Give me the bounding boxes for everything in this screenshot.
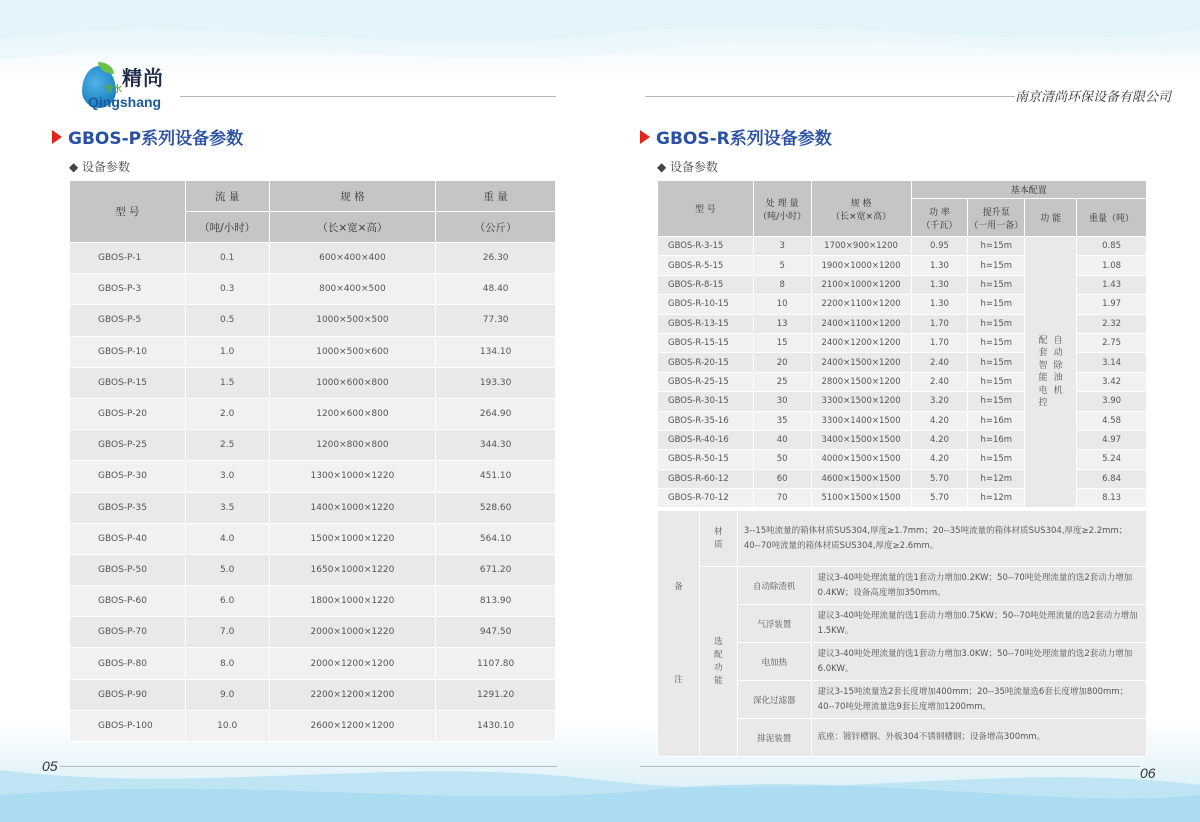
col-header-model: 型 号 bbox=[658, 181, 754, 237]
weight-cell: 1.08 bbox=[1077, 256, 1147, 275]
pump-cell: h=15m bbox=[968, 275, 1025, 294]
function-char: 动 bbox=[1053, 348, 1063, 359]
model-cell: GBOS-P-90 bbox=[70, 679, 186, 710]
table-row bbox=[70, 523, 556, 554]
model-cell: GBOS-R-20-15 bbox=[658, 353, 754, 372]
remarks-table bbox=[657, 510, 1147, 757]
capacity-cell: 5 bbox=[753, 256, 811, 275]
spec-cell: 5100×1500×1500 bbox=[811, 489, 911, 508]
optional-label-text-char: 功 bbox=[714, 662, 723, 673]
col-header-weight-unit: （公斤） bbox=[436, 212, 556, 243]
weight-cell: 1107.80 bbox=[436, 648, 556, 679]
capacity-unit: （吨/小时） bbox=[758, 211, 807, 222]
spec-cell: 800×400×500 bbox=[269, 274, 436, 305]
red-triangle-icon bbox=[640, 130, 650, 144]
pump-label: 提升泵 bbox=[982, 207, 1010, 218]
col-header-basic-config: 基本配置 bbox=[911, 181, 1147, 199]
pump-cell: h=16m bbox=[968, 430, 1025, 449]
spec-cell: 1650×1000×1220 bbox=[269, 554, 436, 585]
remarks-label-char: 备 bbox=[674, 581, 683, 592]
weight-cell: 813.90 bbox=[436, 586, 556, 617]
model-cell: GBOS-P-1 bbox=[70, 243, 186, 274]
spec-cell: 1500×1000×1220 bbox=[269, 523, 436, 554]
spec-cell: 2400×1500×1200 bbox=[811, 353, 911, 372]
col-header-flow-unit: （吨/小时） bbox=[185, 212, 269, 243]
weight-cell: 5.24 bbox=[1077, 450, 1147, 469]
capacity-cell: 50 bbox=[753, 450, 811, 469]
spec-cell: 600×400×400 bbox=[269, 243, 436, 274]
footer-divider-right bbox=[640, 766, 1140, 767]
function-char: 油 bbox=[1053, 373, 1063, 384]
capacity-cell: 40 bbox=[753, 430, 811, 449]
pump-cell: h=15m bbox=[968, 314, 1025, 333]
option-text: 底座：镀锌槽钢、外板304不锈钢槽钢；设备增高300mm。 bbox=[811, 719, 1146, 757]
weight-cell: 528.60 bbox=[436, 492, 556, 523]
table-row bbox=[70, 461, 556, 492]
option-name: 电加热 bbox=[737, 643, 811, 681]
function-char: 配 bbox=[1038, 335, 1048, 346]
col-header-weight: 重量（吨） bbox=[1077, 199, 1147, 237]
model-cell: GBOS-P-25 bbox=[70, 430, 186, 461]
weight-cell: 264.90 bbox=[436, 398, 556, 429]
flow-cell: 1.0 bbox=[185, 336, 269, 367]
table-row bbox=[70, 336, 556, 367]
spec-unit: （长×宽×高） bbox=[831, 211, 892, 222]
left-section-title bbox=[52, 124, 243, 149]
model-cell: GBOS-R-50-15 bbox=[658, 450, 754, 469]
flow-cell: 5.0 bbox=[185, 554, 269, 585]
material-label bbox=[699, 511, 737, 567]
capacity-cell: 13 bbox=[753, 314, 811, 333]
table-row bbox=[70, 305, 556, 336]
pump-cell: h=15m bbox=[968, 353, 1025, 372]
option-text: 建议3-40吨处理流量的选1套动力增加3.0KW；50--70吨处理流量的选2套动力增加6.0KW。 bbox=[811, 643, 1146, 681]
spec-cell: 2100×1000×1200 bbox=[811, 275, 911, 294]
table-row bbox=[70, 648, 556, 679]
model-cell: GBOS-P-20 bbox=[70, 398, 186, 429]
table-row bbox=[70, 367, 556, 398]
table-row bbox=[70, 274, 556, 305]
weight-cell: 1.43 bbox=[1077, 275, 1147, 294]
function-char: 自 bbox=[1053, 335, 1063, 346]
model-cell: GBOS-P-5 bbox=[70, 305, 186, 336]
pump-cell: h=15m bbox=[968, 392, 1025, 411]
option-text: 建议3-40吨处理流量的选1套动力增加0.2KW；50--70吨处理流量的选2套动力增加0.4KW；设备高度增加350mm。 bbox=[811, 567, 1146, 605]
power-cell: 4.20 bbox=[911, 430, 968, 449]
weight-cell: 3.14 bbox=[1077, 353, 1147, 372]
weight-cell: 2.32 bbox=[1077, 314, 1147, 333]
capacity-cell: 70 bbox=[753, 489, 811, 508]
option-name: 气浮装置 bbox=[737, 605, 811, 643]
right-subtitle: ◆ 设备参数 bbox=[657, 160, 719, 174]
red-triangle-icon bbox=[52, 130, 62, 144]
spec-cell: 3400×1500×1500 bbox=[811, 430, 911, 449]
model-cell: GBOS-P-10 bbox=[70, 336, 186, 367]
power-cell: 5.70 bbox=[911, 469, 968, 488]
spec-cell: 1700×900×1200 bbox=[811, 237, 911, 256]
spec-cell: 1900×1000×1200 bbox=[811, 256, 911, 275]
model-cell: GBOS-P-35 bbox=[70, 492, 186, 523]
table-row bbox=[70, 398, 556, 429]
flow-cell: 3.0 bbox=[185, 461, 269, 492]
spec-cell: 2000×1000×1220 bbox=[269, 617, 436, 648]
spec-label: 规 格 bbox=[850, 198, 872, 209]
capacity-cell: 8 bbox=[753, 275, 811, 294]
logo-chinese-text: 精尚 bbox=[122, 66, 164, 90]
col-header-spec-unit: （长×宽×高） bbox=[269, 212, 436, 243]
function-char: 电 bbox=[1038, 385, 1048, 396]
power-cell: 1.70 bbox=[911, 333, 968, 352]
weight-cell: 1.97 bbox=[1077, 295, 1147, 314]
col-header-weight: 重 量 bbox=[436, 181, 556, 212]
spec-cell: 4000×1500×1500 bbox=[811, 450, 911, 469]
model-cell: GBOS-R-35-16 bbox=[658, 411, 754, 430]
remarks-label-char: 注 bbox=[674, 674, 683, 685]
pump-cell: h=12m bbox=[968, 469, 1025, 488]
flow-cell: 1.5 bbox=[185, 367, 269, 398]
page-number-right: 06 bbox=[1140, 765, 1156, 781]
capacity-cell: 3 bbox=[753, 237, 811, 256]
function-char: 智 bbox=[1038, 360, 1048, 371]
col-header-capacity bbox=[753, 181, 811, 237]
power-cell: 1.70 bbox=[911, 314, 968, 333]
flow-cell: 0.5 bbox=[185, 305, 269, 336]
col-header-function: 功 能 bbox=[1025, 199, 1077, 237]
col-header-flow: 流 量 bbox=[185, 181, 269, 212]
flow-cell: 2.0 bbox=[185, 398, 269, 429]
spec-cell: 2600×1200×1200 bbox=[269, 710, 436, 741]
function-text-column bbox=[1054, 335, 1063, 410]
weight-cell: 671.20 bbox=[436, 554, 556, 585]
power-cell: 3.20 bbox=[911, 392, 968, 411]
weight-cell: 3.90 bbox=[1077, 392, 1147, 411]
model-cell: GBOS-R-70-12 bbox=[658, 489, 754, 508]
weight-cell: 26.30 bbox=[436, 243, 556, 274]
header-divider-left bbox=[180, 96, 556, 97]
table-row bbox=[70, 243, 556, 274]
optional-label bbox=[699, 567, 737, 757]
model-cell: GBOS-P-40 bbox=[70, 523, 186, 554]
power-cell: 2.40 bbox=[911, 353, 968, 372]
capacity-label: 处 理 量 bbox=[765, 198, 799, 209]
table-row bbox=[70, 679, 556, 710]
table-row bbox=[70, 710, 556, 741]
material-text: 3--15吨流量的箱体材质SUS304,厚度≥1.7mm；20--35吨流量的箱体材质SUS304,厚度≥2.2mm；40--70吨流量的箱体材质SUS304,厚度≥2.6mm。 bbox=[737, 511, 1146, 567]
function-char: 机 bbox=[1053, 385, 1063, 396]
remark-row-material bbox=[658, 511, 1147, 567]
company-name: 南京清尚环保设备有限公司 bbox=[1015, 90, 1172, 105]
material-label-text-char: 质 bbox=[714, 539, 723, 550]
table-row bbox=[70, 586, 556, 617]
model-cell: GBOS-R-13-15 bbox=[658, 314, 754, 333]
table-row bbox=[70, 617, 556, 648]
spec-cell: 1000×600×800 bbox=[269, 367, 436, 398]
function-char: 控 bbox=[1038, 398, 1048, 409]
power-cell: 4.20 bbox=[911, 450, 968, 469]
table-row bbox=[70, 554, 556, 585]
flow-cell: 10.0 bbox=[185, 710, 269, 741]
optional-label-text-char: 能 bbox=[714, 675, 723, 686]
weight-cell: 48.40 bbox=[436, 274, 556, 305]
pump-cell: h=15m bbox=[968, 295, 1025, 314]
model-cell: GBOS-P-70 bbox=[70, 617, 186, 648]
remarks-label bbox=[658, 511, 700, 757]
right-title-text: GBOS-R系列设备参数 bbox=[656, 129, 832, 149]
spec-cell: 1000×500×500 bbox=[269, 305, 436, 336]
spec-cell: 2400×1100×1200 bbox=[811, 314, 911, 333]
capacity-cell: 20 bbox=[753, 353, 811, 372]
weight-cell: 77.30 bbox=[436, 305, 556, 336]
spec-cell: 2800×1500×1200 bbox=[811, 372, 911, 391]
gbos-r-parameter-table bbox=[657, 180, 1147, 508]
capacity-cell: 25 bbox=[753, 372, 811, 391]
table-row bbox=[70, 492, 556, 523]
pump-unit: （一用一备） bbox=[969, 220, 1024, 231]
company-logo bbox=[82, 60, 182, 112]
spec-cell: 2200×1100×1200 bbox=[811, 295, 911, 314]
right-section-title bbox=[640, 124, 832, 149]
left-subtitle: ◆ 设备参数 bbox=[69, 160, 131, 174]
remarks-label-text bbox=[658, 581, 699, 687]
flow-cell: 2.5 bbox=[185, 430, 269, 461]
weight-cell: 564.10 bbox=[436, 523, 556, 554]
weight-cell: 451.10 bbox=[436, 461, 556, 492]
col-header-spec: 规 格 bbox=[269, 181, 436, 212]
option-name: 深化过滤器 bbox=[737, 681, 811, 719]
weight-cell: 3.42 bbox=[1077, 372, 1147, 391]
spec-cell: 1200×600×800 bbox=[269, 398, 436, 429]
pump-cell: h=15m bbox=[968, 333, 1025, 352]
option-name: 自动除渣机 bbox=[737, 567, 811, 605]
spec-cell: 4600×1500×1500 bbox=[811, 469, 911, 488]
weight-cell: 8.13 bbox=[1077, 489, 1147, 508]
capacity-cell: 30 bbox=[753, 392, 811, 411]
footer-divider-left bbox=[60, 766, 557, 767]
table-row bbox=[658, 237, 1147, 256]
model-cell: GBOS-R-15-15 bbox=[658, 333, 754, 352]
pump-cell: h=15m bbox=[968, 372, 1025, 391]
model-cell: GBOS-P-80 bbox=[70, 648, 186, 679]
spec-cell: 2000×1200×1200 bbox=[269, 648, 436, 679]
spec-cell: 1800×1000×1220 bbox=[269, 586, 436, 617]
function-char: 套 bbox=[1038, 348, 1048, 359]
model-cell: GBOS-R-60-12 bbox=[658, 469, 754, 488]
optional-label-text-char: 配 bbox=[714, 649, 723, 660]
model-cell: GBOS-R-40-16 bbox=[658, 430, 754, 449]
optional-label-text bbox=[700, 636, 737, 688]
model-cell: GBOS-P-50 bbox=[70, 554, 186, 585]
logo-small-text: 清水 bbox=[104, 85, 123, 95]
capacity-cell: 35 bbox=[753, 411, 811, 430]
flow-cell: 4.0 bbox=[185, 523, 269, 554]
weight-cell: 344.30 bbox=[436, 430, 556, 461]
model-cell: GBOS-P-60 bbox=[70, 586, 186, 617]
spec-cell: 1200×800×800 bbox=[269, 430, 436, 461]
col-header-pump bbox=[968, 199, 1025, 237]
weight-cell: 1291.20 bbox=[436, 679, 556, 710]
weight-cell: 4.97 bbox=[1077, 430, 1147, 449]
model-cell: GBOS-R-5-15 bbox=[658, 256, 754, 275]
logo-english-text: Qingshang bbox=[88, 94, 162, 110]
capacity-cell: 10 bbox=[753, 295, 811, 314]
spec-cell: 1000×500×600 bbox=[269, 336, 436, 367]
model-cell: GBOS-P-15 bbox=[70, 367, 186, 398]
flow-cell: 0.1 bbox=[185, 243, 269, 274]
pump-cell: h=15m bbox=[968, 256, 1025, 275]
model-cell: GBOS-R-10-15 bbox=[658, 295, 754, 314]
weight-cell: 947.50 bbox=[436, 617, 556, 648]
page-number-left: 05 bbox=[42, 758, 58, 774]
flow-cell: 3.5 bbox=[185, 492, 269, 523]
weight-cell: 134.10 bbox=[436, 336, 556, 367]
pump-cell: h=12m bbox=[968, 489, 1025, 508]
flow-cell: 8.0 bbox=[185, 648, 269, 679]
col-header-power bbox=[911, 199, 968, 237]
power-label: 功 率 bbox=[928, 207, 950, 218]
gbos-p-parameter-table bbox=[69, 180, 556, 742]
weight-cell: 0.85 bbox=[1077, 237, 1147, 256]
flow-cell: 7.0 bbox=[185, 617, 269, 648]
function-cell bbox=[1025, 237, 1077, 508]
spec-cell: 1300×1000×1220 bbox=[269, 461, 436, 492]
left-title-text: GBOS-P系列设备参数 bbox=[68, 129, 244, 149]
function-char: 能 bbox=[1038, 373, 1048, 384]
power-cell: 4.20 bbox=[911, 411, 968, 430]
option-text: 建议3-15吨流量选2套长度增加400mm；20--35吨流量选6套长度增加800mm；40--70吨处理流量选9套长度增加1200mm。 bbox=[811, 681, 1146, 719]
header-divider-right bbox=[645, 96, 1015, 97]
power-cell: 2.40 bbox=[911, 372, 968, 391]
power-cell: 1.30 bbox=[911, 295, 968, 314]
function-text-column bbox=[1039, 335, 1048, 410]
pump-cell: h=15m bbox=[968, 450, 1025, 469]
material-label-text-char: 材 bbox=[714, 526, 723, 537]
weight-cell: 193.30 bbox=[436, 367, 556, 398]
remark-row-option bbox=[658, 567, 1147, 605]
function-char: 除 bbox=[1053, 360, 1063, 371]
capacity-cell: 60 bbox=[753, 469, 811, 488]
spec-cell: 1400×1000×1220 bbox=[269, 492, 436, 523]
option-name: 排泥装置 bbox=[737, 719, 811, 757]
weight-cell: 4.58 bbox=[1077, 411, 1147, 430]
model-cell: GBOS-P-30 bbox=[70, 461, 186, 492]
pump-cell: h=15m bbox=[968, 237, 1025, 256]
power-cell: 1.30 bbox=[911, 275, 968, 294]
pump-cell: h=16m bbox=[968, 411, 1025, 430]
flow-cell: 6.0 bbox=[185, 586, 269, 617]
weight-cell: 2.75 bbox=[1077, 333, 1147, 352]
col-header-model: 型 号 bbox=[70, 181, 186, 243]
model-cell: GBOS-R-30-15 bbox=[658, 392, 754, 411]
optional-label-text-char: 选 bbox=[714, 636, 723, 647]
power-unit: （千瓦） bbox=[921, 220, 958, 231]
flow-cell: 9.0 bbox=[185, 679, 269, 710]
col-header-spec bbox=[811, 181, 911, 237]
spec-cell: 3300×1400×1500 bbox=[811, 411, 911, 430]
spec-cell: 3300×1500×1200 bbox=[811, 392, 911, 411]
model-cell: GBOS-P-3 bbox=[70, 274, 186, 305]
table-row bbox=[70, 430, 556, 461]
option-text: 建议3-40吨处理流量的选1套动力增加0.75KW；50--70吨处理流量的选2套动力增加1.5KW。 bbox=[811, 605, 1146, 643]
flow-cell: 0.3 bbox=[185, 274, 269, 305]
spec-cell: 2200×1200×1200 bbox=[269, 679, 436, 710]
model-cell: GBOS-R-3-15 bbox=[658, 237, 754, 256]
capacity-cell: 15 bbox=[753, 333, 811, 352]
model-cell: GBOS-P-100 bbox=[70, 710, 186, 741]
power-cell: 5.70 bbox=[911, 489, 968, 508]
material-label-text bbox=[700, 526, 737, 552]
power-cell: 1.30 bbox=[911, 256, 968, 275]
model-cell: GBOS-R-25-15 bbox=[658, 372, 754, 391]
weight-cell: 1430.10 bbox=[436, 710, 556, 741]
weight-cell: 6.84 bbox=[1077, 469, 1147, 488]
power-cell: 0.95 bbox=[911, 237, 968, 256]
spec-cell: 2400×1200×1200 bbox=[811, 333, 911, 352]
model-cell: GBOS-R-8-15 bbox=[658, 275, 754, 294]
